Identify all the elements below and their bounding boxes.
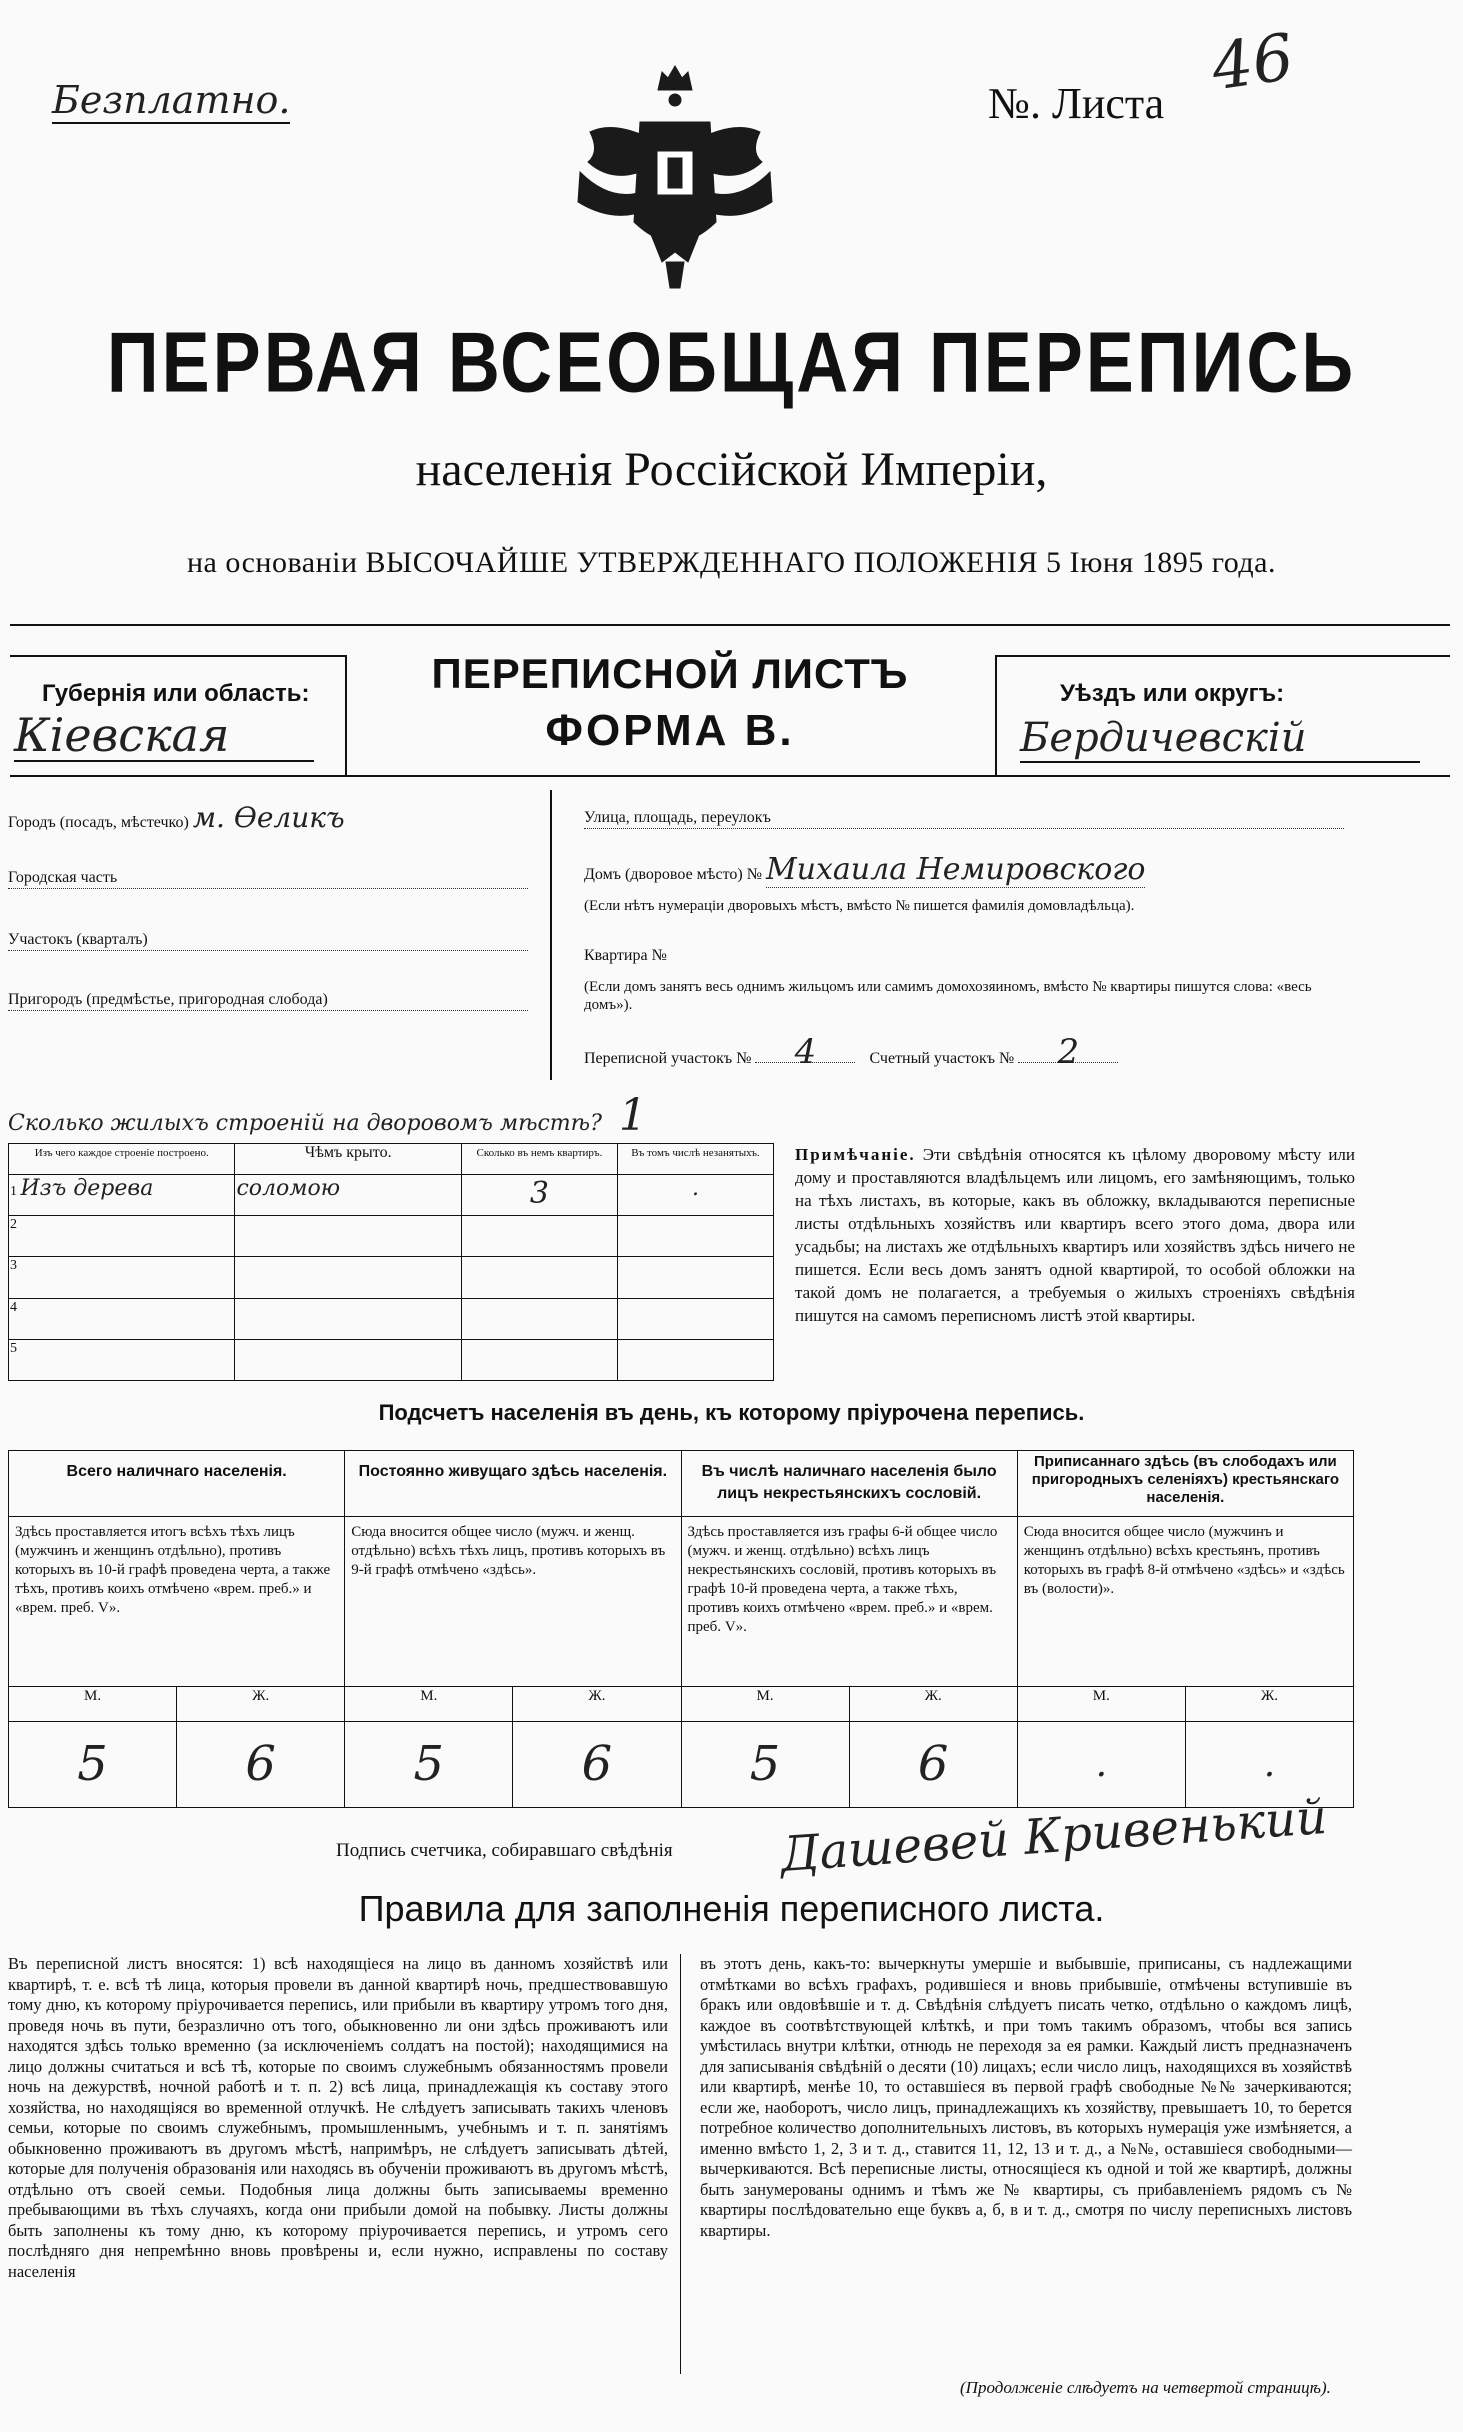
sheet-number-value: 46 [1207, 20, 1299, 106]
buildings-question-text: Сколько жилыхъ строеній на дворовомъ мѣстѣ? [8, 1111, 602, 1136]
census-area-field [584, 1032, 1454, 1072]
col-vacant: Въ томъ числѣ незанятыхъ. [617, 1144, 773, 1175]
row-number: 3 [9, 1257, 235, 1298]
buildings-note [795, 1143, 1355, 1327]
sheet-title: ПЕРЕПИСНОЙ ЛИСТЪ [431, 650, 909, 697]
census-area-label: Переписной участокъ № [584, 1050, 752, 1067]
table-row [9, 1339, 774, 1380]
divider [680, 1954, 681, 2374]
divider [10, 655, 345, 657]
house-field [584, 852, 1454, 887]
row-number: 4 [9, 1298, 235, 1339]
buildings-table [8, 1143, 774, 1381]
row-vacant [617, 1216, 773, 1257]
rules-continuation: (Продолженіе слѣдуетъ на четвертой страницѣ). [960, 2378, 1331, 2397]
female-label: Ж. [513, 1686, 681, 1721]
table-row [9, 1257, 774, 1298]
population-table [8, 1450, 1354, 1808]
present-female-count: 6 [177, 1721, 345, 1807]
group-header-present: Всего наличнаго населенія. [9, 1451, 345, 1517]
divider [550, 790, 552, 1080]
house-note: (Если нѣтъ нумераціи дворовыхъ мѣстъ, вмѣсто № пишется фамилія домовладѣльца). [584, 898, 1135, 914]
peasant-female-count: . [1185, 1721, 1353, 1807]
row-roof: соломою [235, 1174, 461, 1215]
male-label: М. [1017, 1686, 1185, 1721]
rules-column-2: въ этотъ день, какъ-то: вычеркнуты умершіе и выбывшіе, приписаны, съ надлежащими отмѣтками во всѣхъ графахъ, родившіеся и вновь прибывшіе, отмѣчены вступившіе въ бракъ или овдовѣвшіе и т. д. Свѣдѣнія слѣдуетъ писать четко, отдѣльно о каждомъ лицѣ, каждое въ соотвѣтствующей клѣткѣ, и при томъ такимъ образомъ, чтобы вся запись умѣстилась внутри клѣтки, отнюдь не переходя за ея рамки. Каждый листъ предназначенъ для записыванія свѣдѣній о десяти (10) лицахъ; если число лицъ, находящихся въ хозяйствѣ или квартирѣ, менѣе 10, то оставшіеся въ первой графѣ свободные №№ зачеркиваются; если же, наоборотъ, число лицъ, принадлежащихъ къ хозяйству, превышаетъ 10, то берется потребное количество дополнительныхъ листовъ, въ которыхъ нумерація уже измѣняется, а именно вмѣсто 1, 2, 3 и т. д., ставится 11, 12, 13 и т. д., а №№, оставшіеся свободными—вычеркиваются. Всѣ переписные листы, относящіеся къ одной и той же квартирѣ, должны быть занумерованы однимъ и тѣмъ же № квартиры, съ прибавленіемъ рядомъ съ № квартиры послѣдовательно еще буквъ а, б, в и т. д., смотря по числу переписныхъ листовъ квартиры. [700, 1954, 1352, 2240]
row-cell-material [9, 1174, 235, 1215]
row-apartments [461, 1339, 617, 1380]
rules-column-1: Въ переписной листъ вносятся: 1) всѣ находящіеся на лицо въ данномъ хозяйствѣ или квартирѣ, т. е. всѣ тѣ лица, которыя провели въ данной квартирѣ ночь, предшествовавшую тому дню, къ которому пріурочивается перепись, или прибыли въ квартиру утромъ того дня, проведя ночь въ пути, безразлично отъ того, обыкновенно ли они здѣсь проживаютъ или находятся здѣсь только временно (за исключеніемъ солдатъ на постой); находящимися на лицо должны считаться и всѣ тѣ, которые по своимъ служебнымъ обязанностямъ провели ночь на дежурствѣ, ночной работѣ и т. п. 2) всѣ лица, принадлежащія къ составу этого хозяйства, но находящіяся во временной отлучкѣ. Не слѣдуетъ записывать такихъ членовъ семьи, которые по своимъ служебнымъ, промышленнымъ, учебнымъ и т. п. занятіямъ обыкновенно проживаютъ въ другомъ мѣстѣ, напримѣръ, не слѣдуетъ записывать дѣтей, которые для полученія образованія или находясь въ обученіи проживаютъ въ другомъ мѣстѣ, отдѣльно отъ своей семьи. Подобныя лица должны быть записываемы временно пребывающими въ тѣхъ случаяхъ, когда они прибыли домой на побывку. Листы должны быть заполнены къ тому дню, къ которому пріурочивается перепись, и утромъ сего послѣдняго дня непремѣнно вновь провѣрены и, если нужно, исправлены по составу населенія [8, 1954, 668, 2281]
apartment-note: (Если домъ занятъ весь однимъ жильцомъ или самимъ домохозяиномъ, вмѣсто № квартиры пишутся слова: «весь домъ»). [584, 979, 1312, 1013]
col-material: Изъ чего каждое строеніе построено. [9, 1144, 235, 1175]
city-part-label: Городская часть [8, 869, 118, 886]
group-desc-nonpeasant: Здѣсь проставляется изъ графы 6-й общее число (мужч. и женщ. отдѣльно) всѣхъ лицъ некрестьянскихъ сословій, противъ которыхъ въ графѣ 10-й проведена черта, а также тѣхъ, противъ коихъ отмѣчено «врем. преб.» и «врем. преб. V». [681, 1516, 1017, 1686]
page-subtitle: населенія Россійской Имперіи, [415, 443, 1048, 496]
suburb-field [8, 990, 528, 1011]
house-label: Домъ (дворовое мѣсто) № [584, 866, 762, 883]
table-row [9, 1298, 774, 1339]
male-label: М. [9, 1686, 177, 1721]
present-male-count: 5 [9, 1721, 177, 1807]
divider [995, 655, 997, 775]
group-desc-permanent: Сюда вносится общее число (мужч. и женщ. отдѣльно) всѣхъ тѣхъ лицъ, противъ которыхъ въ 9-й графѣ отмѣчено «здѣсь». [345, 1516, 681, 1686]
free-label: Безплатно. [52, 78, 291, 122]
population-title: Подсчетъ населенія въ день, къ которому пріурочена перепись. [378, 1400, 1085, 1425]
town-label: Городъ (посадъ, мѣстечко) [8, 814, 189, 831]
row-vacant: . [617, 1174, 773, 1215]
group-header-peasant: Приписаннаго здѣсь (въ слободахъ или пригородныхъ селеніяхъ) крестьянскаго населенія. [1017, 1451, 1353, 1517]
row-vacant [617, 1298, 773, 1339]
form-label: ФОРМА В. [545, 706, 795, 755]
row-apartments [461, 1216, 617, 1257]
row-number: 2 [9, 1216, 235, 1257]
table-row [9, 1216, 774, 1257]
precinct-label: Участокъ (кварталъ) [8, 931, 148, 948]
row-roof [235, 1339, 461, 1380]
precinct-field [8, 930, 528, 951]
census-area-value: 4 [755, 1042, 855, 1063]
peasant-male-count: . [1017, 1721, 1185, 1807]
province-label: Губернія или область: [42, 680, 310, 707]
group-desc-peasant: Сюда вносится общее число (мужчинъ и женщинъ отдѣльно) всѣхъ крестьянъ, противъ которыхъ въ графѣ 8-й отмѣчено «здѣсь» и «здѣсь въ (волости)». [1017, 1516, 1353, 1686]
sheet-number-label: №. Листа [988, 79, 1165, 128]
row-material: Изъ дерева [20, 1175, 154, 1201]
row-roof [235, 1216, 461, 1257]
table-row [9, 1174, 774, 1215]
signature-value: Дашевей Кривенький [778, 1788, 1329, 1884]
group-desc-present: Здѣсь проставляется итогъ всѣхъ тѣхъ лицъ (мужчинъ и женщинъ отдѣльно), противъ которыхъ въ 10-й графѣ проведена черта, а также тѣхъ, противъ коихъ отмѣчено «врем. преб.» и «врем. преб. V». [9, 1516, 345, 1686]
row-number: 5 [9, 1339, 235, 1380]
signature-label: Подпись счетчика, собиравшаго свѣдѣнія [336, 1840, 673, 1861]
note-title: Примѣчаніе. [795, 1145, 916, 1164]
buildings-question [8, 1090, 647, 1141]
buildings-answer: 1 [618, 1090, 647, 1141]
divider [10, 775, 1450, 777]
male-label: М. [345, 1686, 513, 1721]
imperial-eagle-emblem [570, 62, 780, 290]
row-roof [235, 1257, 461, 1298]
province-value: Кіевская [14, 710, 314, 762]
nonpeasant-female-count: 6 [849, 1721, 1017, 1807]
permanent-male-count: 5 [345, 1721, 513, 1807]
permanent-female-count: 6 [513, 1721, 681, 1807]
group-header-nonpeasant: Въ числѣ наличнаго населенія было лицъ некрестьянскихъ сословій. [681, 1451, 1017, 1517]
col-apartments: Сколько въ немъ квартиръ. [461, 1144, 617, 1175]
suburb-label: Пригородъ (предмѣстье, пригородная слобода) [8, 991, 328, 1008]
divider [10, 624, 1450, 626]
male-label: М. [681, 1686, 849, 1721]
district-value: Бердичевскій [1020, 715, 1420, 763]
count-area-label: Счетный участокъ № [869, 1050, 1015, 1067]
house-value: Михаила Немировского [765, 852, 1146, 887]
group-header-permanent: Постоянно живущаго здѣсь населенія. [345, 1451, 681, 1517]
street-field [584, 808, 1344, 829]
divider [995, 655, 1450, 657]
row-apartments [461, 1298, 617, 1339]
female-label: Ж. [177, 1686, 345, 1721]
note-text: Эти свѣдѣнія относятся къ цѣлому дворовому мѣсту или дому и проставляются владѣльцемъ или лицомъ, его замѣняющимъ, только на тѣхъ листахъ, въ которые, какъ въ обложку, вкладываются переписные листы отдѣльныхъ хозяйствъ или квартиръ всего этого дома, двора или усадьбы; на листахъ же отдѣльныхъ квартиръ или хозяйствъ здѣсь ничего не пишется. Если весь домъ занятъ одной квартирой, то особой обложки на такой домъ не полагается, а требуемыя о жилыхъ строеніяхъ свѣдѣнія пишутся на самомъ переписномъ листѣ этой квартиры. [795, 1145, 1355, 1325]
page-title: ПЕРВАЯ ВСЕОБЩАЯ ПЕРЕПИСЬ [106, 315, 1357, 411]
row-apartments: 3 [461, 1174, 617, 1215]
legal-basis: на основаніи ВЫСОЧАЙШЕ УТВЕРЖДЕННАГО ПОЛОЖЕНІЯ 5 Іюня 1895 года. [187, 546, 1276, 579]
apartment-field [584, 946, 844, 966]
row-vacant [617, 1257, 773, 1298]
town-value: м. Ѳеликъ [192, 801, 345, 834]
apartment-label: Квартира № [584, 947, 667, 964]
col-roof: Чѣмъ крыто. [235, 1144, 461, 1175]
row-vacant [617, 1339, 773, 1380]
female-label: Ж. [1185, 1686, 1353, 1721]
row-number: 1 [10, 1183, 17, 1199]
district-label: Уѣздъ или округъ: [1060, 680, 1285, 707]
row-apartments [461, 1257, 617, 1298]
count-area-value: 2 [1018, 1042, 1118, 1063]
town-field [8, 801, 528, 834]
street-label: Улица, площадь, переулокъ [584, 809, 771, 826]
nonpeasant-male-count: 5 [681, 1721, 849, 1807]
female-label: Ж. [849, 1686, 1017, 1721]
rules-title: Правила для заполненія переписного листа. [358, 1888, 1105, 1929]
city-part-field [8, 868, 528, 889]
row-roof [235, 1298, 461, 1339]
